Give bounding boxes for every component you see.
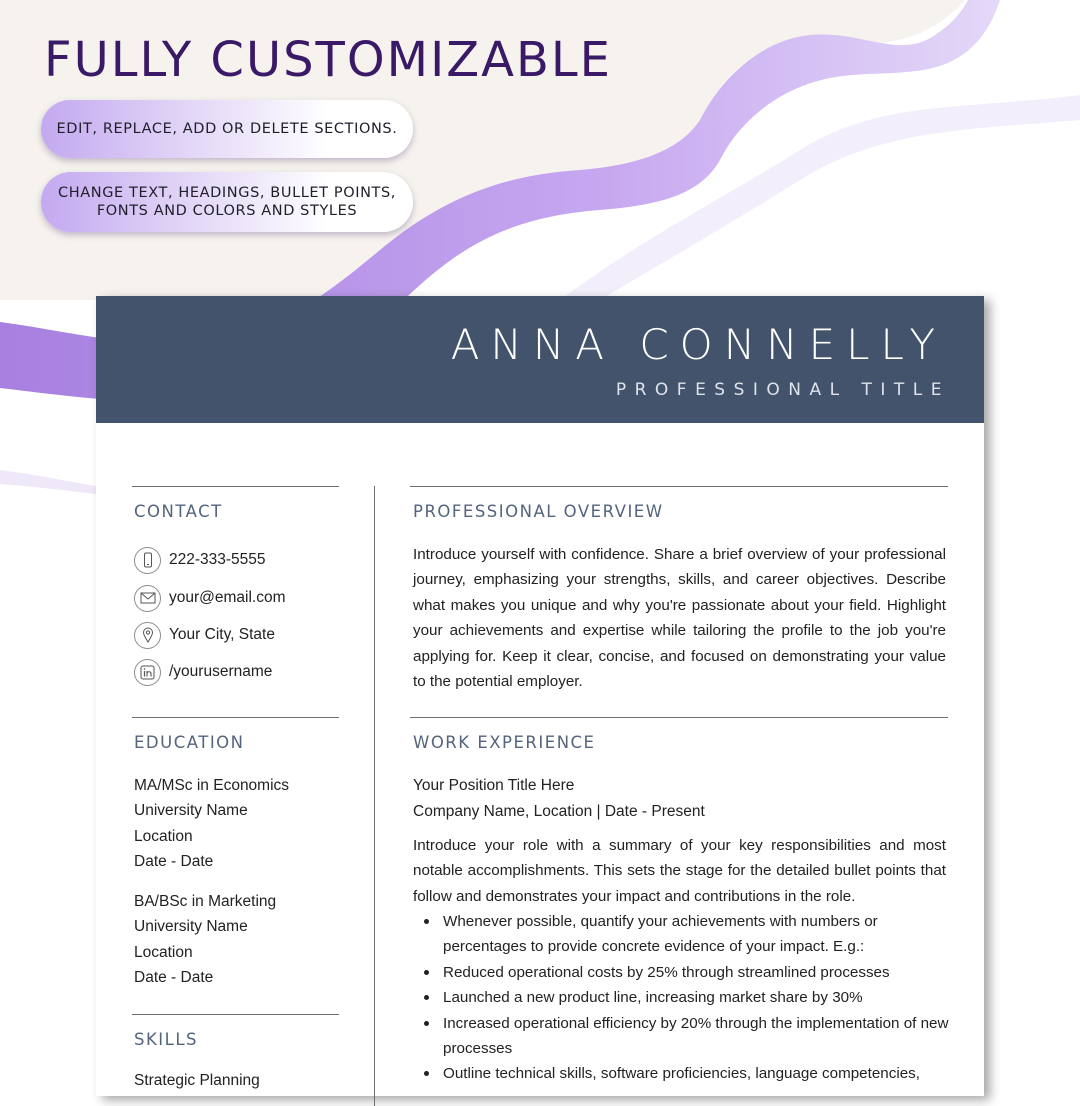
resume-name: ANNA CONNELLY [450, 320, 946, 369]
resume-header-band [96, 296, 984, 423]
headline: FULLY CUSTOMIZABLE [44, 32, 612, 88]
divider [410, 486, 948, 487]
column-divider [374, 486, 375, 1106]
list-item: Launched a new product line, increasing market share by 30% [443, 985, 953, 1010]
skill-item: Strategic Planning [134, 1072, 260, 1089]
work-experience-heading: WORK EXPERIENCE [413, 733, 596, 752]
role-summary: Introduce your role with a summary of your key responsibilities and most notable accomplishments. This sets the stage for the detailed bullet points that follow and demonstrates your impact and contributions in the role. [413, 837, 946, 905]
resume-professional-title: PROFESSIONAL TITLE [615, 380, 950, 400]
education-heading: EDUCATION [134, 733, 245, 752]
edu-location: Location [134, 827, 193, 845]
pill-text-line: CHANGE TEXT, HEADINGS, BULLET POINTS, [58, 185, 396, 201]
pill-text-line: FONTS AND COLORS AND STYLES [96, 203, 358, 219]
edu-school: University Name [134, 802, 248, 820]
list-item: Reduced operational costs by 25% through streamlined processes [443, 960, 953, 985]
achievement-list [443, 909, 953, 1087]
contact-linkedin-text: /yourusername [169, 663, 273, 680]
faint-wave-left [0, 470, 96, 494]
list-item: Outline technical skills, software proficiencies, language competencies, [443, 1061, 953, 1086]
position-title: Your Position Title Here [413, 777, 575, 794]
email-icon [134, 585, 161, 612]
overview-heading: PROFESSIONAL OVERVIEW [413, 502, 664, 521]
contact-location [134, 621, 275, 649]
contact-heading: CONTACT [134, 502, 223, 521]
divider [410, 717, 948, 718]
contact-phone-text: 222-333-5555 [169, 551, 266, 568]
linkedin-icon [134, 659, 161, 686]
resume-preview [96, 296, 984, 1096]
edu-dates: Date - Date [134, 853, 214, 871]
phone-icon [134, 547, 161, 574]
edu-degree: MA/MSc in Economics [134, 777, 290, 794]
divider [132, 486, 339, 487]
edu-dates: Date - Date [134, 969, 214, 987]
contact-location-text: Your City, State [169, 626, 275, 643]
education-entry [134, 773, 289, 875]
edu-location: Location [134, 943, 193, 961]
contact-email [134, 584, 286, 612]
edu-degree: BA/BSc in Marketing [134, 893, 277, 910]
education-entry [134, 889, 276, 991]
overview-paragraph: Introduce yourself with confidence. Share a brief overview of your professional journey, emphasizing your strengths, skills, and career objectives. Describe what makes you unique and why you're passionate about your field. Highlight your achievements and expertise while tailoring the profile to the job you're applying for. Keep it clear, concise, and focused on demonstrating your value to the potential employer. [413, 546, 946, 691]
divider [132, 717, 339, 718]
contact-phone [134, 546, 266, 574]
divider [132, 1014, 339, 1015]
edu-school: University Name [134, 918, 248, 936]
company-line: Company Name, Location | Date - Present [413, 803, 705, 820]
location-pin-icon [134, 622, 161, 649]
feature-pill-edit-sections [41, 100, 413, 158]
list-item: Whenever possible, quantify your achievements with numbers or percentages to provide concrete evidence of your impact. E.g.: [443, 909, 953, 960]
pill-text-line: EDIT, REPLACE, ADD OR DELETE SECTIONS. [56, 121, 398, 137]
skills-heading: SKILLS [134, 1030, 199, 1049]
list-item: Increased operational efficiency by 20% through the implementation of new processes [443, 1011, 953, 1062]
feature-pill-change-styles [41, 172, 413, 232]
contact-email-text: your@email.com [169, 589, 286, 606]
contact-linkedin [134, 658, 272, 686]
